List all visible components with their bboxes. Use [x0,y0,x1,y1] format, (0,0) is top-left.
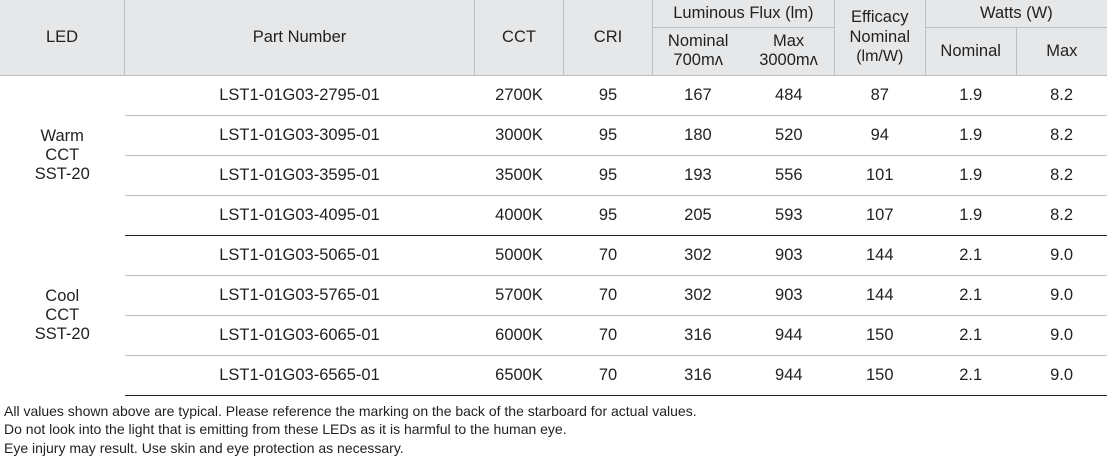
flux-max-line2: 3000mʌ [759,51,818,70]
group-label-warm [0,75,125,235]
group-label-cool-line1: Cool [45,286,80,305]
cell-efficacy: 94 [834,115,925,155]
cell-cri: 70 [564,315,653,355]
cell-cct: 2700K [475,75,564,115]
cell-cct: 3000K [475,115,564,155]
group-label-warm-line2: CCT [45,146,80,165]
cell-watts-max: 8.2 [1016,195,1107,235]
cell-watts-nominal: 1.9 [925,155,1016,195]
group-label-cool-line3: SST-20 [34,324,90,343]
cell-flux-max: 556 [743,155,834,195]
cell-flux-max: 520 [743,115,834,155]
cell-flux-nominal: 316 [653,355,744,395]
cell-flux-nominal: 302 [653,235,744,275]
column-group-header-luminous-flux: Luminous Flux (lm) [653,0,835,28]
table-row [0,355,1107,395]
table-body [0,75,1107,395]
cell-cri: 95 [564,115,653,155]
flux-nominal-line1: Nominal [667,32,729,50]
flux-max-line1: Max [772,32,805,50]
cell-watts-nominal: 1.9 [925,75,1016,115]
cell-watts-nominal: 1.9 [925,195,1016,235]
cell-flux-max: 484 [743,75,834,115]
cell-cct: 6000K [475,315,564,355]
cell-cri: 95 [564,75,653,115]
cell-efficacy: 150 [834,355,925,395]
column-header-cct: CCT [475,0,564,75]
cell-flux-nominal: 167 [653,75,744,115]
cell-cri: 70 [564,235,653,275]
cell-part-number: LST1-01G03-5065-01 [125,235,475,275]
cell-flux-max: 903 [743,275,834,315]
cell-cct: 4000K [475,195,564,235]
cell-watts-max: 9.0 [1016,275,1107,315]
cell-flux-max: 903 [743,235,834,275]
column-header-part-number: Part Number [125,0,475,75]
cell-efficacy: 144 [834,235,925,275]
cell-flux-max: 593 [743,195,834,235]
column-header-flux-max [743,28,834,76]
cell-efficacy: 144 [834,275,925,315]
group-label-warm-line3: SST-20 [34,165,90,184]
cell-watts-max: 8.2 [1016,115,1107,155]
group-label-warm-line1: Warm [40,127,84,146]
cell-cri: 70 [564,355,653,395]
column-group-header-watts: Watts (W) [925,0,1107,28]
cell-part-number: LST1-01G03-4095-01 [125,195,475,235]
table-row [0,195,1107,235]
cell-cri: 95 [564,155,653,195]
group-label-cool [0,235,125,395]
column-header-efficacy [834,0,925,75]
cell-watts-max: 9.0 [1016,235,1107,275]
cell-part-number: LST1-01G03-6565-01 [125,355,475,395]
cell-part-number: LST1-01G03-6065-01 [125,315,475,355]
cell-efficacy: 107 [834,195,925,235]
table-row [0,315,1107,355]
column-header-flux-nominal [653,28,744,76]
cell-cri: 70 [564,275,653,315]
cell-watts-nominal: 2.1 [925,235,1016,275]
footnotes [0,396,1107,457]
cell-cct: 3500K [475,155,564,195]
table-row [0,115,1107,155]
cell-part-number: LST1-01G03-3095-01 [125,115,475,155]
cell-flux-max: 944 [743,355,834,395]
flux-nominal-line2: 700mʌ [673,51,723,70]
efficacy-label-line1: Efficacy [851,8,909,27]
cell-efficacy: 101 [834,155,925,195]
cell-flux-nominal: 316 [653,315,744,355]
cell-flux-nominal: 180 [653,115,744,155]
cell-cct: 5000K [475,235,564,275]
cell-flux-nominal: 205 [653,195,744,235]
cell-flux-nominal: 193 [653,155,744,195]
cell-flux-max: 944 [743,315,834,355]
footnote-line-3: Eye injury may result. Use skin and eye protection as necessary. [4,439,404,456]
table-header-row-1 [0,0,1107,28]
footnote-line-2: Do not look into the light that is emitting from these LEDs as it is harmful to the human eye. [4,421,567,438]
cell-watts-nominal: 1.9 [925,115,1016,155]
efficacy-label-line3: (lm/W) [856,48,904,65]
column-header-watts-nominal: Nominal [925,28,1016,76]
table-header [0,0,1107,75]
cell-watts-max: 9.0 [1016,355,1107,395]
cell-watts-nominal: 2.1 [925,315,1016,355]
column-header-watts-max: Max [1016,28,1107,76]
column-header-led: LED [0,0,125,75]
table-row [0,275,1107,315]
group-label-cool-line2: CCT [45,305,80,324]
cell-watts-max: 9.0 [1016,315,1107,355]
cell-efficacy: 87 [834,75,925,115]
cell-flux-nominal: 302 [653,275,744,315]
cell-part-number: LST1-01G03-2795-01 [125,75,475,115]
cell-part-number: LST1-01G03-3595-01 [125,155,475,195]
table-row [0,155,1107,195]
cell-cct: 5700K [475,275,564,315]
cell-efficacy: 150 [834,315,925,355]
cell-cri: 95 [564,195,653,235]
cell-watts-nominal: 2.1 [925,275,1016,315]
cell-watts-max: 8.2 [1016,75,1107,115]
efficacy-label-line2: Nominal [849,27,911,46]
column-header-cri: CRI [564,0,653,75]
cell-watts-nominal: 2.1 [925,355,1016,395]
cell-part-number: LST1-01G03-5765-01 [125,275,475,315]
table-row [0,235,1107,275]
cell-cct: 6500K [475,355,564,395]
footnote-line-1: All values shown above are typical. Please reference the marking on the back of the starboard for actual values. [4,402,697,419]
cell-watts-max: 8.2 [1016,155,1107,195]
table-row [0,75,1107,115]
